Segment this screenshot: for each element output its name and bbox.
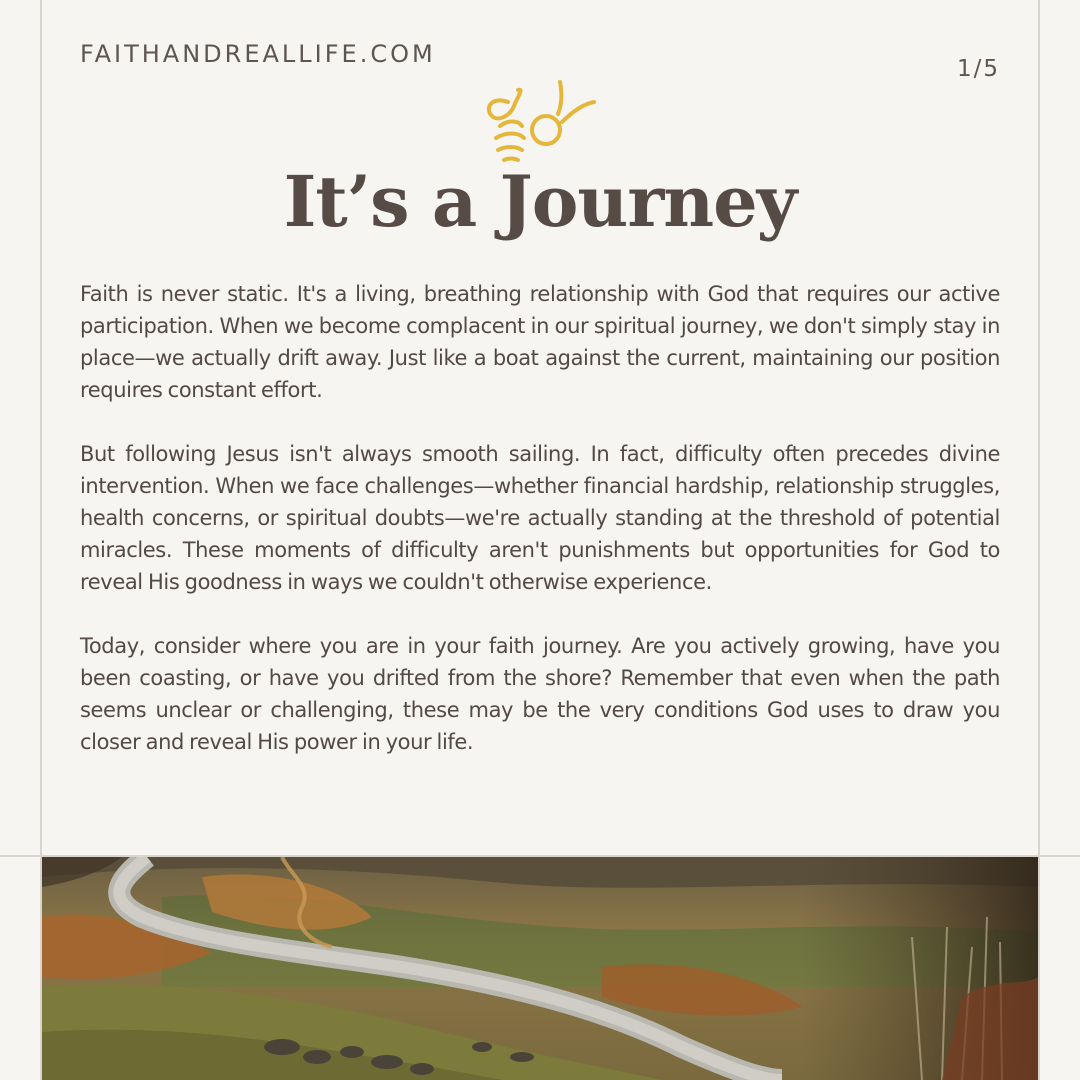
paragraph: Today, consider where you are in your faith journey. Are you actively growing, have you been coasting, or have you drifted from the shore? Remember that even when the path seems unclear or challenging, these may be the very conditions God uses to draw you closer and reveal His power in your life.: [80, 634, 1000, 754]
site-name[interactable]: FAITHANDREALLIFE.COM: [80, 40, 436, 68]
page-title: It’s a Journey: [283, 160, 797, 243]
paragraph: But following Jesus isn't always smooth sailing. In fact, difficulty often precedes divine intervention. When we face challenges—whether financial hardship, relationship struggles, health concerns, or spiritual doubts—we're actually standing at the threshold of potential miracles. These moments of difficulty aren't punishments but opportunities for God to reveal His goodness in ways we couldn't otherwise experience.: [80, 442, 1000, 594]
page-indicator: 1/5: [956, 56, 1000, 82]
winding-road-photo: [42, 857, 1038, 1080]
paragraph: Faith is never static. It's a living, breathing relationship with God that requires our active participation. When we become complacent in our spiritual journey, we don't simply stay in place—we actually drift away. Just like a boat against the current, maintaining our position requires constant effort.: [80, 282, 1000, 402]
bee-icon: [478, 76, 604, 168]
body-text: [80, 278, 1000, 790]
